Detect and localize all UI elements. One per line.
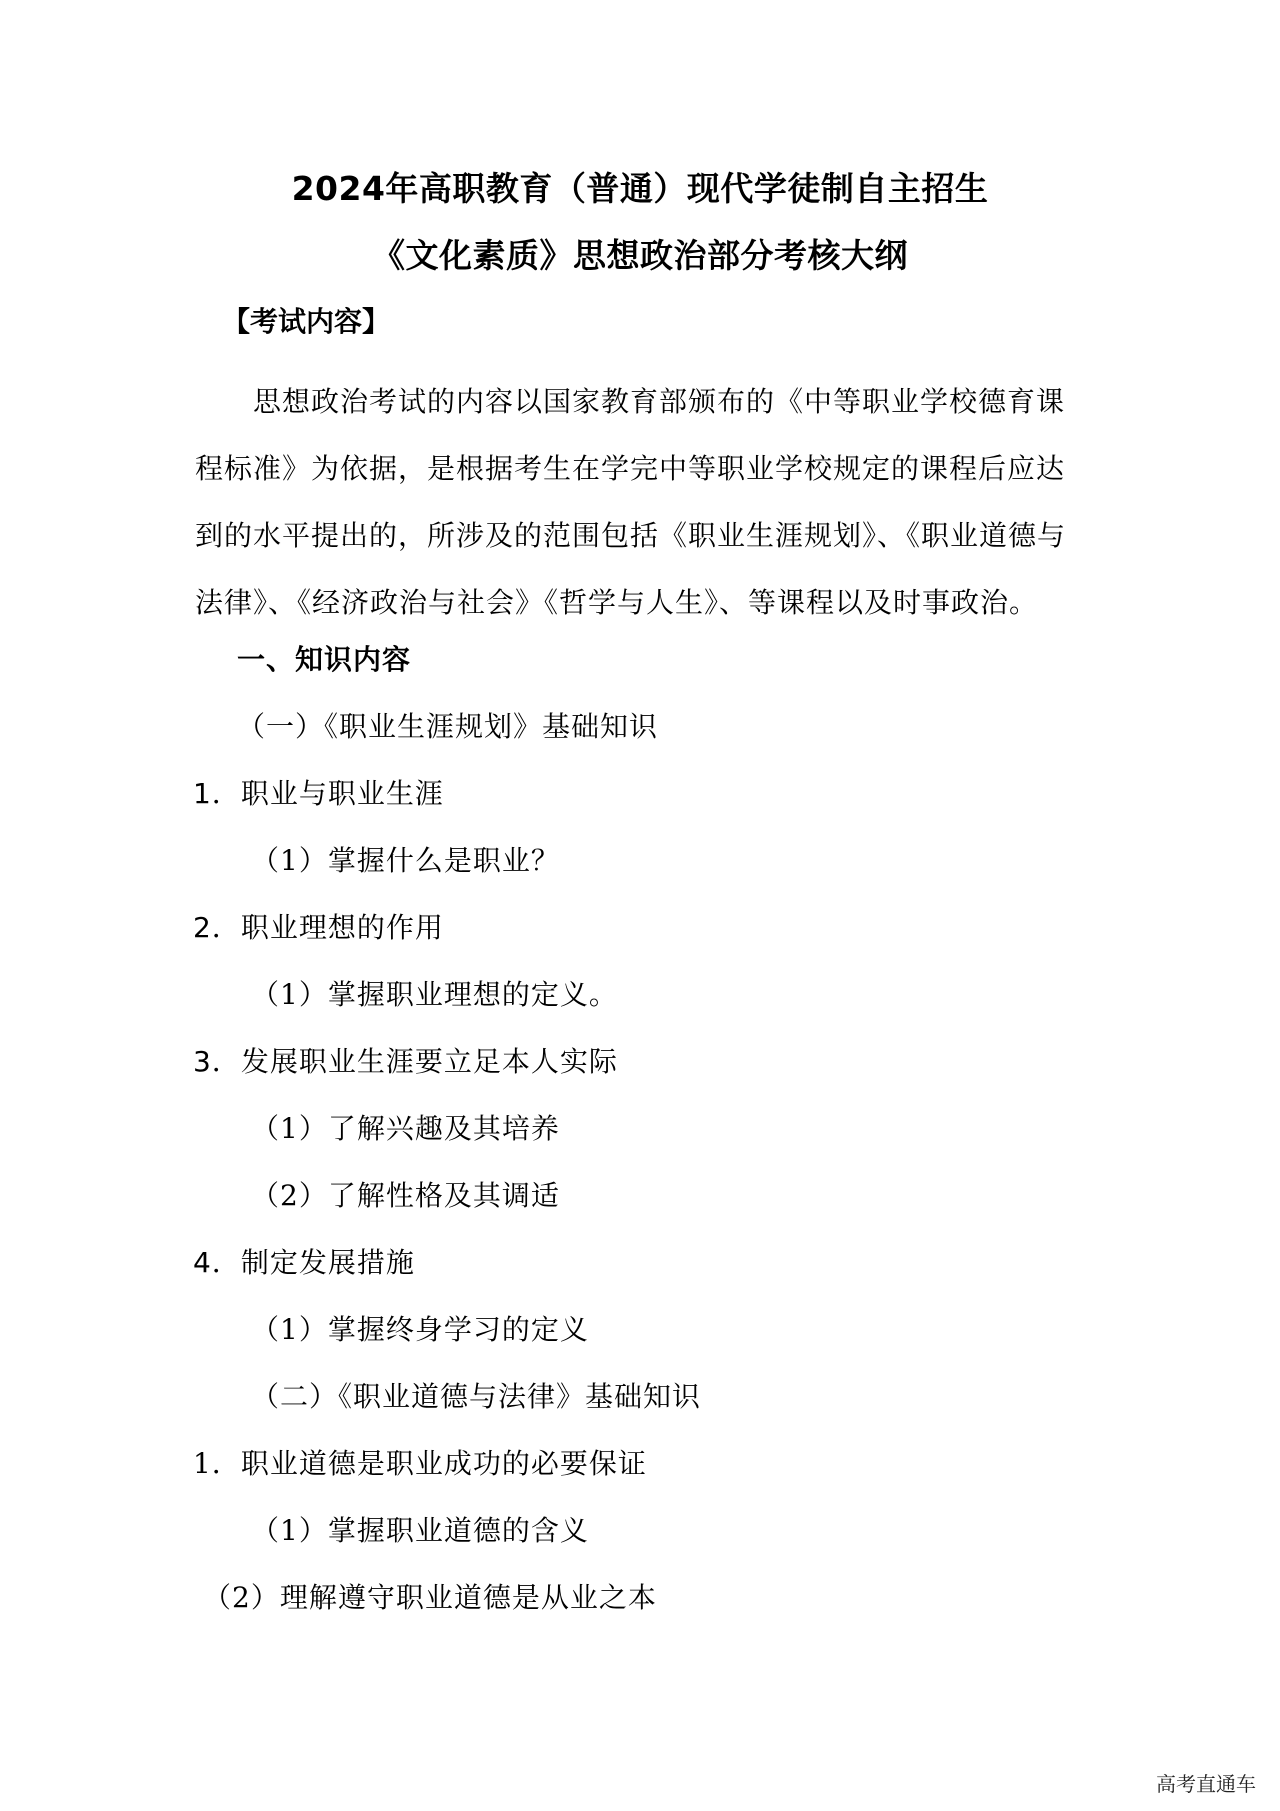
document-title-line-1: 2024年高职教育（普通）现代学徒制自主招生 [291,169,989,208]
list-item-b1-1: （1）掌握职业道德的含义 [251,1514,589,1547]
intro-paragraph [195,368,1095,636]
subsection-one-heading: （一）《职业生涯规划》基础知识 [237,710,659,743]
intro-line-2: 程标准》为依据，是根据考生在学完中等职业学校规定的课程后应达 [195,452,1066,485]
list-item-3: 3．发展职业生涯要立足本人实际 [193,1045,618,1078]
list-item-b1: 1．职业道德是职业成功的必要保证 [193,1447,647,1480]
document-title-line-2: 《文化素质》思想政治部分考核大纲 [372,236,908,275]
exam-content-heading: 【考试内容】 [222,305,391,338]
list-item-1: 1．职业与职业生涯 [193,777,444,810]
list-item-b1-2: （2）理解遵守职业道德是从业之本 [203,1581,657,1614]
watermark-text: 高考直通车 [1156,1772,1256,1796]
list-item-2-1: （1）掌握职业理想的定义。 [251,978,618,1011]
part-one-heading: 一、知识内容 [237,643,412,676]
intro-line-4: 法律》、《经济政治与社会》《哲学与人生》、等课程以及时事政治。 [195,586,1039,619]
list-item-3-2: （2）了解性格及其调适 [251,1179,560,1212]
intro-line-3: 到的水平提出的，所涉及的范围包括《职业生涯规划》、《职业道德与 [195,519,1067,552]
list-item-4-1: （1）掌握终身学习的定义 [251,1313,589,1346]
list-item-4: 4．制定发展措施 [193,1246,415,1279]
list-item-1-1: （1）掌握什么是职业？ [251,844,560,877]
intro-line-1: 思想政治考试的内容以国家教育部颁布的《中等职业学校德育课 [253,385,1066,418]
list-item-2: 2．职业理想的作用 [193,911,444,944]
list-item-3-1: （1）了解兴趣及其培养 [251,1112,560,1145]
subsection-two-heading: （二）《职业道德与法律》基础知识 [251,1380,702,1413]
